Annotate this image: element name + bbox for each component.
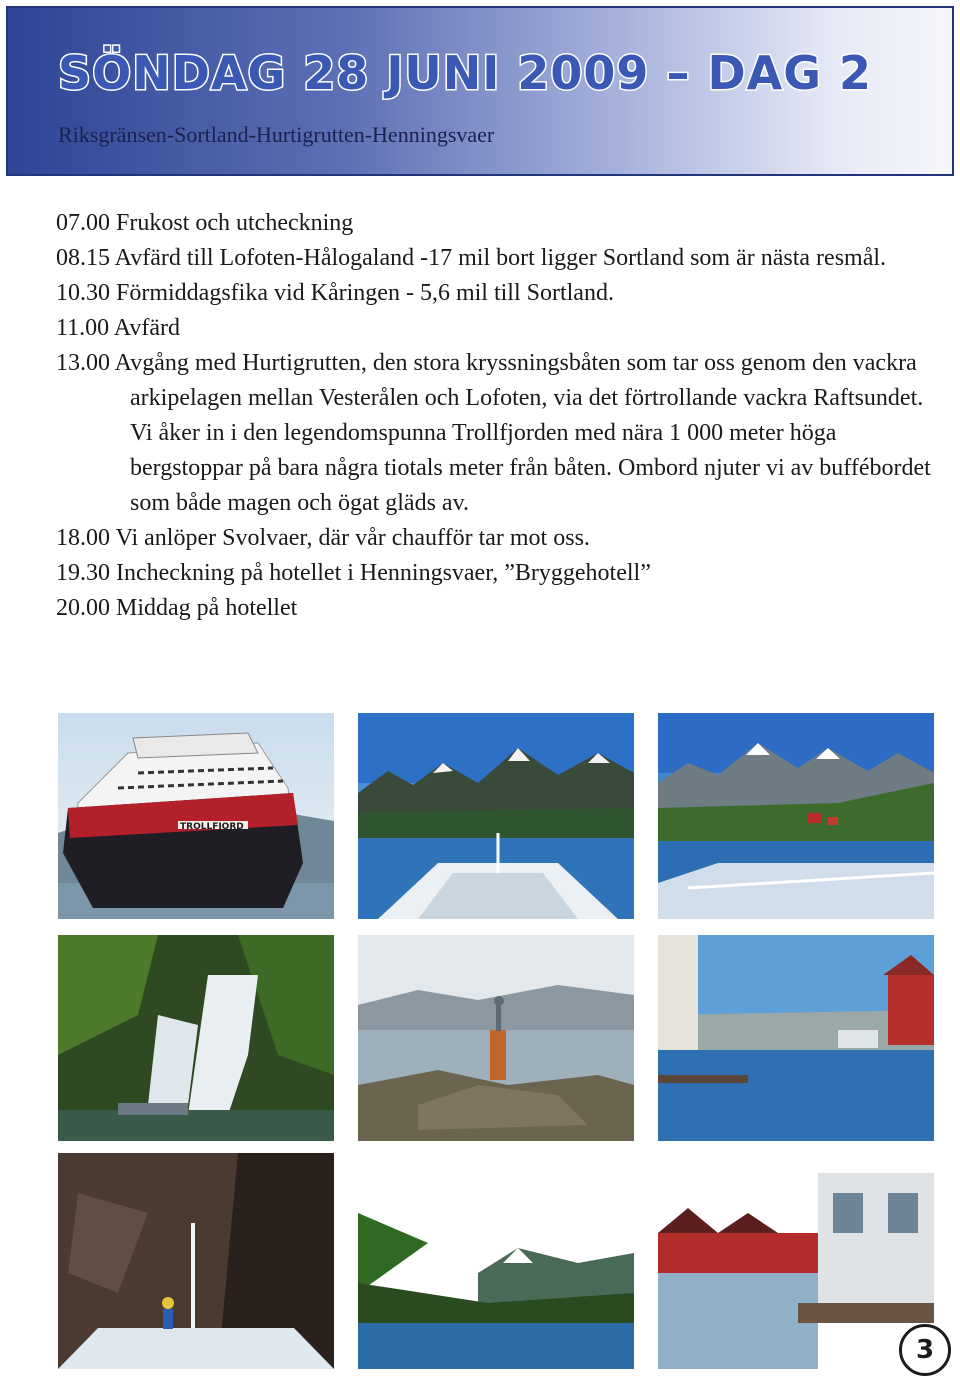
photo-red-houses — [658, 1153, 934, 1369]
photo-coastal-village — [658, 713, 934, 919]
photo-waterfall — [58, 935, 334, 1141]
photo-harbor — [658, 935, 934, 1141]
schedule-item: 18.00 Vi anlöper Svolvaer, där vår chaufför tar mot oss. — [56, 525, 590, 551]
schedule-item: 10.30 Förmiddagsfika vid Kåringen - 5,6 mil till Sortland. — [56, 280, 614, 306]
page-number: 3 — [899, 1324, 951, 1376]
photo-statue-on-rocks — [358, 935, 634, 1141]
photo-grid — [58, 713, 934, 1369]
page-title: SÖNDAG 28 JUNI 2009 – DAG 2 — [58, 46, 873, 100]
photo-hurtigruten-ship — [58, 713, 334, 919]
schedule-item: 07.00 Frukost och utcheckning — [56, 210, 354, 236]
schedule-item: 13.00 Avgång med Hurtigrutten, den stora kryssningsbåten som tar oss genom den vackra arkipelagen mellan Vesterålen och Lofoten, via det förtrollande vackra Raftsundet. Vi åker in i den legendomspunna Trollfjorden med nära 1 000 meter höga bergstoppar på bara några tiotals meter från båten. Ombord njuter vi av buffébordet som både magen och ögat gläds av. — [56, 350, 931, 516]
ship-name-label: TROLLFJORD — [180, 822, 244, 832]
schedule-item: 11.00 Avfärd — [56, 315, 180, 341]
header-banner — [6, 6, 954, 176]
photo-green-fjord — [358, 1153, 634, 1369]
schedule-item: 19.30 Incheckning på hotellet i Henningsvaer, ”Bryggehotell” — [56, 560, 651, 586]
photo-ship-bow-cliffs — [58, 1153, 334, 1369]
route-subtitle: Riksgränsen-Sortland-Hurtigrutten-Henningsvaer — [58, 122, 495, 147]
schedule-item: 08.15 Avfärd till Lofoten-Hålogaland -17 mil bort ligger Sortland som är nästa resmål. — [56, 245, 887, 271]
photo-fjord-bow-view — [358, 713, 634, 919]
schedule-list — [56, 206, 946, 626]
schedule-item: 20.00 Middag på hotellet — [56, 595, 298, 621]
